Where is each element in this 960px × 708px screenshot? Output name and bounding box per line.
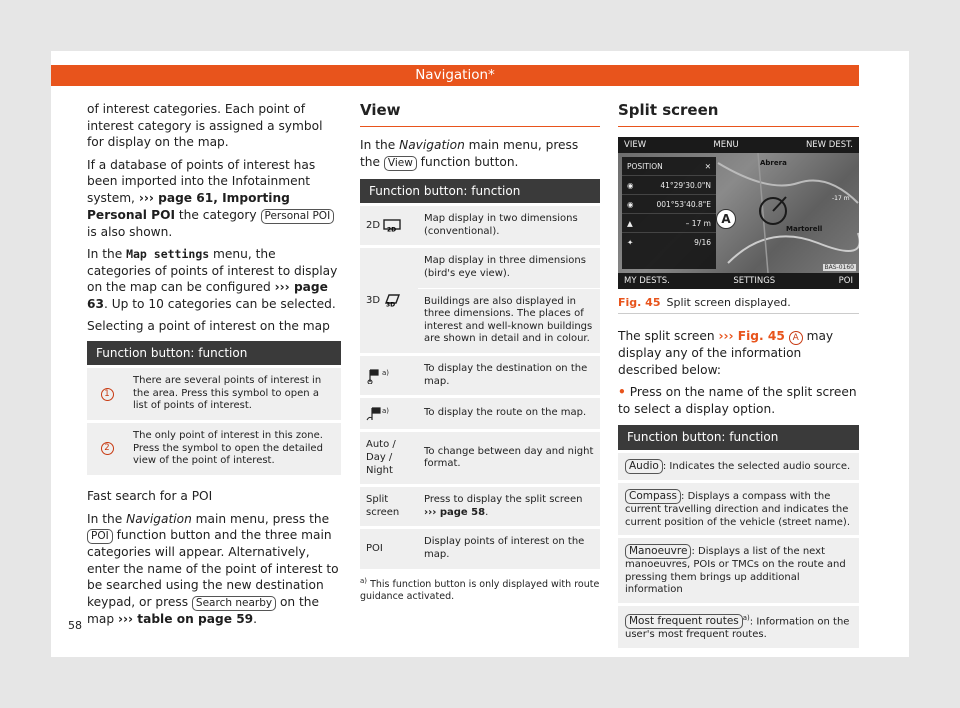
text: menu, the categories of points of interest to display on the map can be configured — [87, 247, 338, 295]
text: : Information on the user's most frequent routes. — [625, 616, 850, 641]
figure-reference-link[interactable]: ››› Fig. 45 — [718, 329, 785, 343]
text: main menu, press the — [360, 138, 579, 169]
function-button-name: 2D — [366, 220, 381, 232]
manoeuvre-button-label: Manoeuvre — [625, 544, 691, 559]
function-button-name: POI — [360, 528, 418, 569]
table-row — [618, 604, 859, 647]
figure-code: BAS-0160 — [824, 264, 854, 271]
column-middle — [360, 101, 600, 603]
route-flag-icon — [366, 406, 382, 422]
text: If a database of points of interest has been imported into the Infotainment system, — [87, 157, 316, 205]
2d-map-icon — [383, 218, 401, 232]
table-cell: Buildings are also displayed in three dimensions. The places of interest and well-known buildings are shown in detail and in colour. — [418, 288, 600, 354]
figure-caption — [618, 296, 859, 314]
table-row — [360, 431, 600, 486]
audio-button-label: Audio — [625, 459, 663, 474]
callout-a-ref: A — [789, 331, 803, 345]
footnote-marker: a) — [360, 576, 368, 585]
menu-name: Navigation — [399, 138, 465, 152]
gps-row — [622, 233, 716, 252]
section-title: Split screen — [618, 101, 859, 127]
table-cell — [618, 604, 859, 647]
screen-top-bar — [618, 137, 859, 153]
altitude-row — [622, 214, 716, 233]
table-row — [360, 205, 600, 247]
page-reference-link[interactable]: ››› page 58 — [424, 506, 486, 518]
search-nearby-button-label: Search nearby — [192, 596, 276, 611]
poi-softkey: POI — [838, 276, 853, 286]
text: function button. — [416, 154, 519, 169]
text: main menu, press the — [191, 511, 330, 526]
svg-text:3D: 3D — [386, 301, 396, 308]
svg-text:2D: 2D — [387, 226, 397, 233]
latitude: 41°29'30.0"N — [660, 181, 711, 190]
header-title: Navigation* — [415, 67, 495, 83]
text: : Displays a compass with the current travelling direction and indicates the current position of the vehicle (street name). — [625, 490, 851, 528]
text: . — [485, 506, 489, 518]
table-row — [618, 537, 859, 605]
footnote — [360, 575, 600, 603]
view-button-label: View — [384, 156, 417, 171]
table-cell: Map display in two dimensions (conventional). — [418, 205, 600, 247]
close-icon: ✕ — [704, 162, 711, 171]
table-row — [360, 486, 600, 528]
table-row — [360, 354, 600, 396]
3d-map-icon — [383, 293, 401, 307]
position-panel — [622, 157, 716, 269]
table-cell — [618, 537, 859, 605]
my-dests-softkey: MY DESTS. — [624, 276, 670, 286]
text: the category — [175, 207, 261, 222]
screen-bottom-bar — [618, 273, 859, 289]
poi-number-symbol: 2 — [101, 442, 114, 455]
poi-button-label: POI — [87, 529, 113, 544]
text: In the — [360, 138, 400, 152]
table-cell: There are several points of interest in the area. Press this symbol to open a list of points of interest. — [127, 367, 341, 422]
text: : Indicates the selected audio source. — [662, 460, 851, 472]
table-cell: To display the destination on the map. — [418, 354, 600, 396]
paragraph: of interest categories. Each point of interest category is assigned a symbol for display on the map. — [87, 102, 323, 150]
bullet-icon: • — [618, 385, 626, 400]
compass-button-label: Compass — [625, 489, 681, 504]
view-softkey: VIEW — [624, 140, 647, 150]
page-reference-link[interactable]: ››› table on page 59 — [117, 612, 254, 627]
text: In the — [87, 247, 127, 262]
function-button-name: Split screen — [360, 486, 418, 528]
globe-icon: ◉ — [627, 181, 634, 190]
table-cell: Display points of interest on the map. — [418, 528, 600, 569]
menu-softkey: MENU — [713, 140, 739, 150]
poi-function-table — [87, 341, 341, 475]
text: The split screen — [618, 329, 719, 343]
altitude: – 17 m — [685, 219, 711, 228]
text: . Up to 10 categories can be selected. — [103, 296, 336, 311]
table-header: Function button: function — [618, 425, 859, 451]
caption-text: Split screen displayed. — [666, 296, 791, 309]
callout-a: A — [716, 209, 736, 229]
latitude-row — [622, 176, 716, 195]
paragraph — [87, 511, 341, 628]
table-row — [360, 247, 600, 288]
table-cell: To change between day and night format. — [418, 431, 600, 486]
most-frequent-routes-button-label: Most frequent routes — [625, 614, 743, 629]
paragraph — [87, 246, 341, 312]
function-button-name: 3D — [366, 295, 381, 307]
text: : Displays a list of the next manoeuvres, POIs or TMCs on the route and pressing them brings up additional information — [625, 546, 846, 596]
column-right — [618, 101, 859, 648]
table-row — [618, 481, 859, 536]
table-header: Function button: function — [360, 179, 600, 205]
personal-poi-button-label: Personal POI — [261, 209, 335, 224]
map-place-label: Abrera — [760, 159, 787, 167]
panel-title: POSITION — [627, 162, 663, 171]
new-dest-softkey: NEW DEST. — [805, 140, 853, 150]
menu-name: Navigation — [126, 511, 192, 526]
footnote-marker: a) — [382, 368, 390, 377]
page-reference-link[interactable]: ››› page 61, Importing Personal POI — [87, 190, 290, 222]
longitude: 001°53'40.8"E — [656, 200, 711, 209]
satellite-icon: ✦ — [627, 238, 634, 247]
split-screen-function-table — [618, 425, 859, 647]
globe-icon: ◉ — [627, 200, 634, 209]
manual-page — [51, 51, 909, 657]
view-function-table — [360, 179, 600, 569]
panel-title-row — [622, 157, 716, 176]
bullet-item — [618, 384, 859, 417]
function-button-name: Auto / Day / Night — [360, 431, 418, 486]
destination-flag-icon — [366, 368, 382, 384]
page-header — [51, 65, 859, 86]
text: Press on the name of the split screen to select a display option. — [618, 385, 857, 416]
paragraph — [87, 157, 341, 240]
mountain-icon: ▲ — [627, 219, 633, 228]
table-cell: To display the route on the map. — [418, 397, 600, 431]
table-cell: Map display in three dimensions (bird's eye view). — [418, 247, 600, 288]
text: Press to display the split screen — [424, 494, 583, 506]
text: is also shown. — [87, 224, 173, 239]
table-row — [87, 421, 341, 474]
footnote-marker: a) — [382, 407, 390, 416]
table-row — [360, 397, 600, 431]
text: on the map — [87, 595, 320, 627]
split-screen-figure — [618, 137, 859, 289]
text: In the — [87, 511, 127, 526]
table-row — [87, 367, 341, 422]
gps-satellites: 9/16 — [694, 238, 711, 247]
section-title: View — [360, 101, 600, 127]
figure-label: Fig. 45 — [618, 296, 661, 309]
text: . — [253, 612, 258, 627]
paragraph — [360, 137, 600, 171]
text: function button and the three main categories will appear. Alternatively, enter the name of the point of interest to be searched using the new destination keypad, or press — [87, 528, 339, 610]
side-altitude: -17 m — [832, 195, 850, 202]
table-row — [360, 528, 600, 569]
subheading: Selecting a point of interest on the map — [87, 318, 330, 333]
menu-name: Map settings — [126, 247, 210, 262]
page-reference-link[interactable]: ››› page 63 — [87, 280, 328, 311]
table-cell — [618, 451, 859, 481]
column-left — [87, 101, 341, 634]
paragraph — [618, 328, 859, 378]
table-row — [618, 451, 859, 481]
page-number: 58 — [68, 619, 82, 632]
text: may display any of the information described below: — [618, 329, 834, 377]
subheading: Fast search for a POI — [87, 488, 213, 503]
map-place-label: Martorell — [786, 225, 823, 233]
table-cell: The only point of interest in this zone. Press the symbol to open the detailed view of the point of interest. — [127, 421, 341, 474]
table-header: Function button: function — [87, 341, 341, 367]
table-cell — [618, 481, 859, 536]
table-cell — [418, 486, 600, 528]
footnote-text: This function button is only displayed with route guidance activated. — [360, 578, 600, 602]
settings-softkey: SETTINGS — [733, 276, 776, 286]
footnote-marker: a) — [742, 613, 750, 622]
poi-number-symbol: 1 — [101, 388, 114, 401]
longitude-row — [622, 195, 716, 214]
